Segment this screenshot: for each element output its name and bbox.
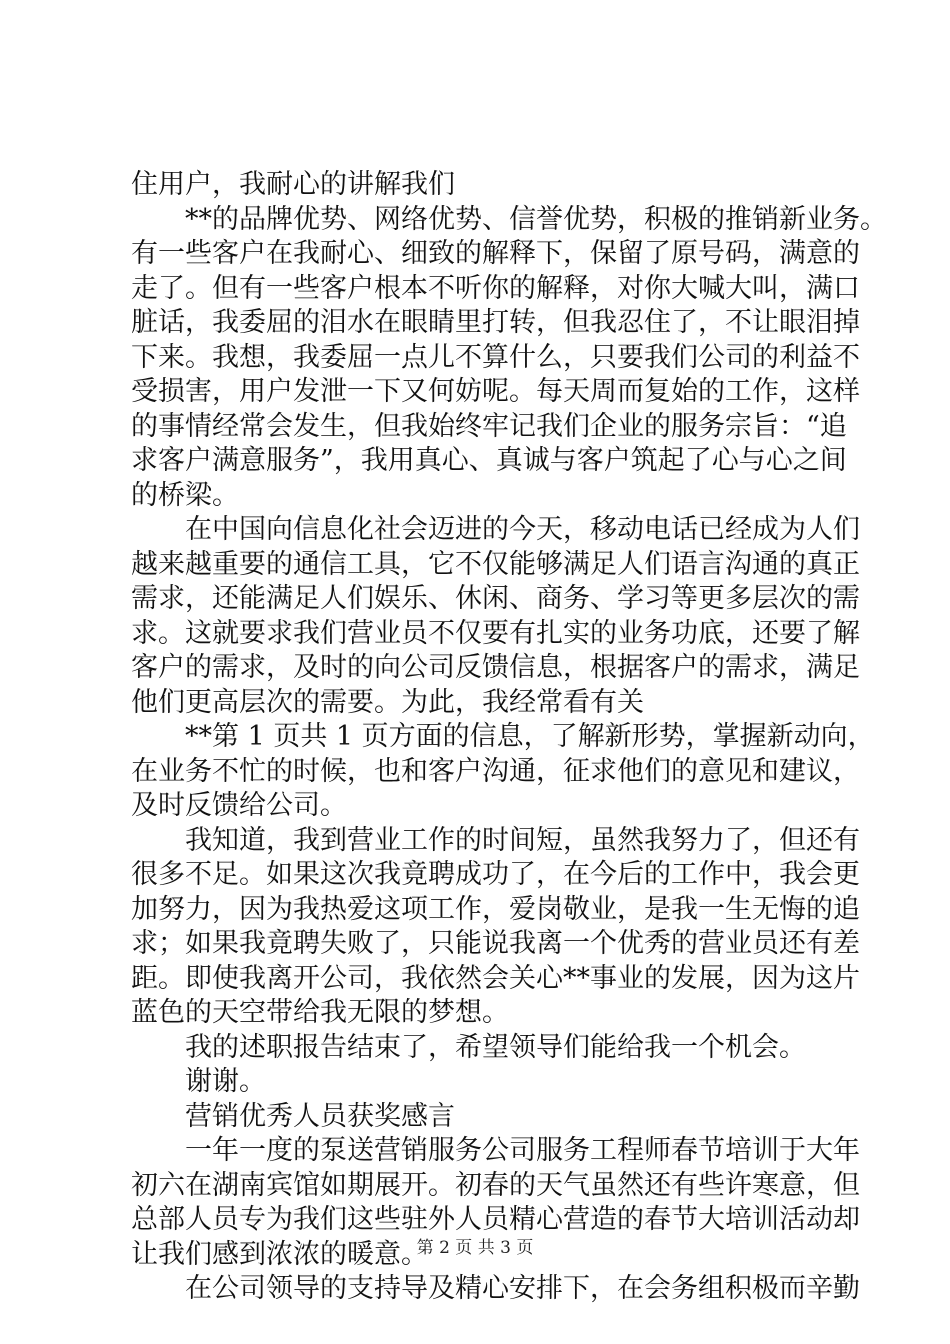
text-line: **的品牌优势、网络优势、信誉优势，积极的推销新业务。	[185, 203, 887, 235]
text-line: 总部人员专为我们这些驻外人员精心营造的春节大培训活动却	[131, 1204, 860, 1235]
text-line: 在业务不忙的时候，也和客户沟通，征求他们的意见和建议，	[131, 755, 860, 787]
text-line: 蓝色的天空带给我无限的梦想。	[131, 997, 509, 1028]
text-line: 住用户，我耐心的讲解我们	[131, 169, 455, 200]
text-line: 需求，还能满足人们娱乐、休闲、商务、学习等更多层次的需	[131, 583, 860, 614]
text-line: 求；如果我竟聘失败了，只能说我离一个优秀的营业员还有差	[131, 928, 860, 959]
text-line: 客户的需求，及时的向公司反馈信息，根据客户的需求，满足	[131, 652, 860, 683]
text-line: 他们更高层次的需要。为此，我经常看有关	[131, 686, 644, 718]
text-line: 一年一度的泵送营销服务公司服务工程师春节培训于大年	[185, 1135, 860, 1166]
text-line: 我的述职报告结束了，希望领导们能给我一个机会。	[185, 1031, 806, 1063]
text-line: 营销优秀人员获奖感言	[185, 1100, 455, 1132]
text-line: 下来。我想，我委屈一点儿不算什么，只要我们公司的利益不	[131, 341, 860, 373]
document-body	[131, 168, 887, 1307]
text-line: 越来越重要的通信工具，它不仅能够满足人们语言沟通的真正	[131, 548, 860, 580]
text-line: 在中国向信息化社会迈进的今天，移动电话已经成为人们	[185, 514, 860, 545]
text-line: 脏话，我委屈的泪水在眼睛里打转，但我忍住了，不让眼泪掉	[131, 307, 860, 338]
text-line: 让我们感到浓浓的暖意。	[131, 1238, 428, 1270]
text-line: 的事情经常会发生，但我始终牢记我们企业的服务宗旨：“追	[131, 410, 847, 442]
text-line: 我知道，我到营业工作的时间短，虽然我努力了，但还有	[185, 824, 860, 856]
text-line: 在公司领导的支持导及精心安排下，在会务组积极而辛勤	[185, 1273, 860, 1304]
text-line: 及时反馈给公司。	[131, 790, 347, 821]
text-line: 求。这就要求我们营业员不仅要有扎实的业务功底，还要了解	[131, 617, 860, 649]
text-line: 的桥梁。	[131, 479, 239, 511]
text-line: 谢谢。	[185, 1066, 266, 1097]
text-line: 加努力，因为我热爱这项工作，爱岗敬业，是我一生无悔的追	[131, 893, 860, 925]
text-line: **第 1 页共 1 页方面的信息，了解新形势，掌握新动向，	[185, 721, 875, 752]
text-line: 走了。但有一些客户根本不听你的解释，对你大喊大叫，满口	[131, 272, 860, 304]
text-line: 有一些客户在我耐心、细致的解释下，保留了原号码，满意的	[131, 238, 860, 269]
text-line: 距。即使我离开公司，我依然会关心**事业的发展，因为这片	[131, 962, 860, 994]
text-line: 很多不足。如果这次我竟聘成功了，在今后的工作中，我会更	[131, 859, 860, 890]
text-line: 初六在湖南宾馆如期展开。初春的天气虽然还有些许寒意，但	[131, 1169, 860, 1201]
page-footer: 第 2 页 共 3 页	[416, 1238, 534, 1258]
text-line: 求客户满意服务”，我用真心、真诚与客户筑起了心与心之间	[131, 445, 847, 476]
text-line: 受损害，用户发泄一下又何妨呢。每天周而复始的工作，这样	[131, 376, 860, 407]
